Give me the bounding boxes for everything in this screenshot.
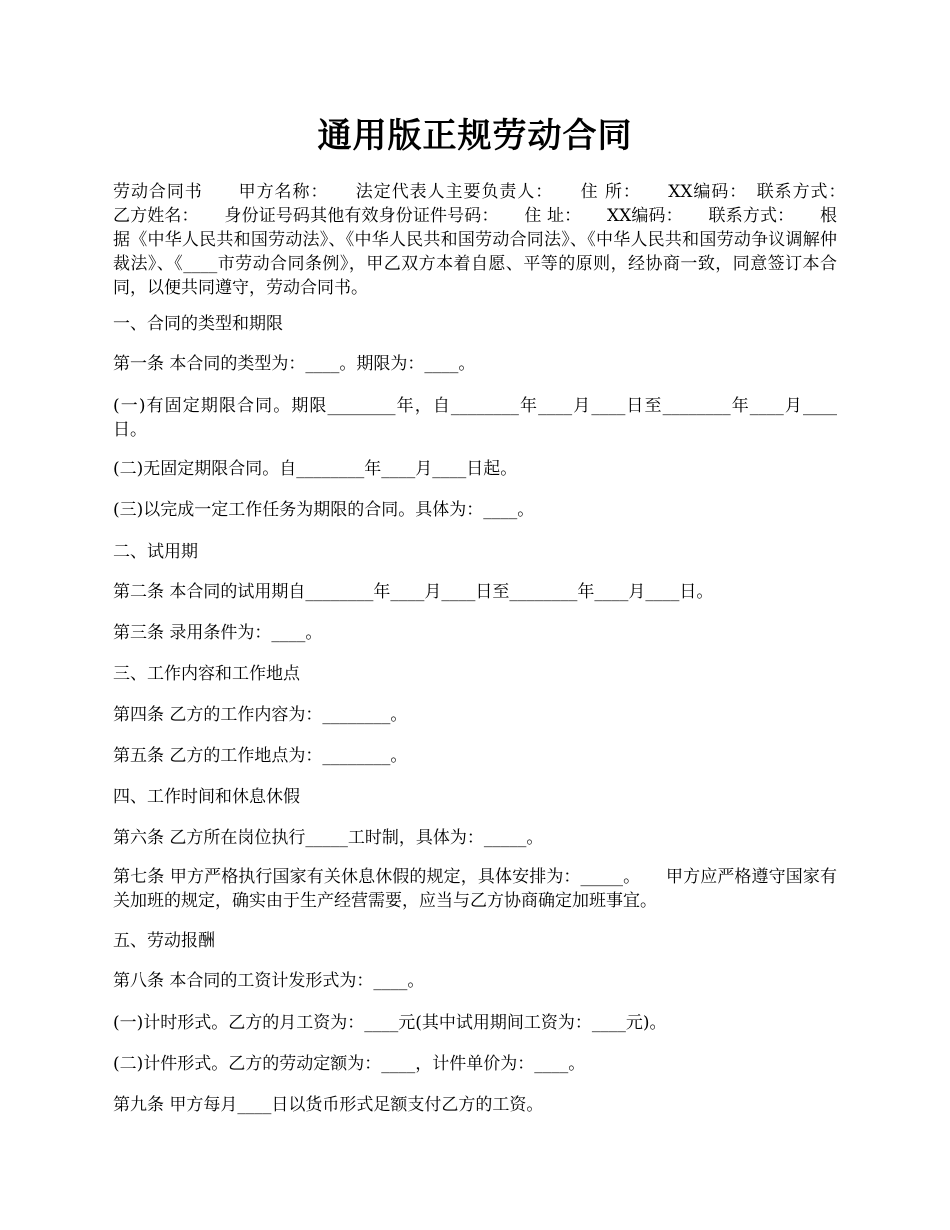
article-2: 第二条 本合同的试用期自________年____月____日至________年____月____日。 [113, 582, 714, 602]
article-4: 第四条 乙方的工作内容为：________。 [113, 705, 408, 725]
article-1: 第一条 本合同的类型为：____。期限为：____。 [113, 354, 476, 374]
article-7: 第七条 甲方严格执行国家有关休息休假的规定，具体安排为：_____。 甲方应严格遵守国家有关加班的规定，确实由于生产经营需要，应当与乙方协商确定加班事宜。 [113, 867, 837, 911]
intro-paragraph: 劳动合同书 甲方名称： 法定代表人主要负责人： 住 所： XX编码： 联系方式： 乙方姓名： 身份证号码其他有效身份证件号码： 住 址： XX编码： 联系方式： 根据《中华人民共和国劳动法》、《中华人民共和国劳动合同法》、《中华人民共和国劳动争议调解仲裁法》、《____市劳动合同条例》，甲乙双方本着自愿、平等的原则，经协商一致，同意签订本合同，以便共同遵守，劳动合同书。 [113, 182, 871, 298]
article-3: 第三条 录用条件为：____。 [113, 623, 323, 643]
article-9: 第九条 甲方每月____日以货币形式足额支付乙方的工资。 [113, 1095, 544, 1115]
section-heading-2: 二、试用期 [113, 542, 198, 562]
section-heading-1: 一、合同的类型和期限 [113, 314, 283, 334]
article-8: 第八条 本合同的工资计发形式为：____。 [113, 971, 425, 991]
document-title: 通用版正规劳动合同 [317, 116, 633, 156]
article-6: 第六条 乙方所在岗位执行_____工时制，具体为：_____。 [113, 828, 544, 848]
clause-1-3: (三)以完成一定工作任务为期限的合同。具体为：____。 [113, 500, 535, 520]
article-5: 第五条 乙方的工作地点为：________。 [113, 746, 408, 766]
clause-1-1: (一)有固定期限合同。期限________年，自________年____月____日至________年____月____日。 [113, 396, 837, 440]
clause-8-2: (二)计件形式。乙方的劳动定额为：____，计件单价为：____。 [113, 1054, 586, 1074]
clause-1-2: (二)无固定期限合同。自________年____月____日起。 [113, 459, 518, 479]
section-heading-3: 三、工作内容和工作地点 [113, 664, 300, 684]
section-heading-4: 四、工作时间和休息休假 [113, 787, 300, 807]
clause-8-1: (一)计时形式。乙方的月工资为：____元(其中试用期间工资为：____元)。 [113, 1013, 667, 1033]
section-heading-5: 五、劳动报酬 [113, 931, 215, 951]
